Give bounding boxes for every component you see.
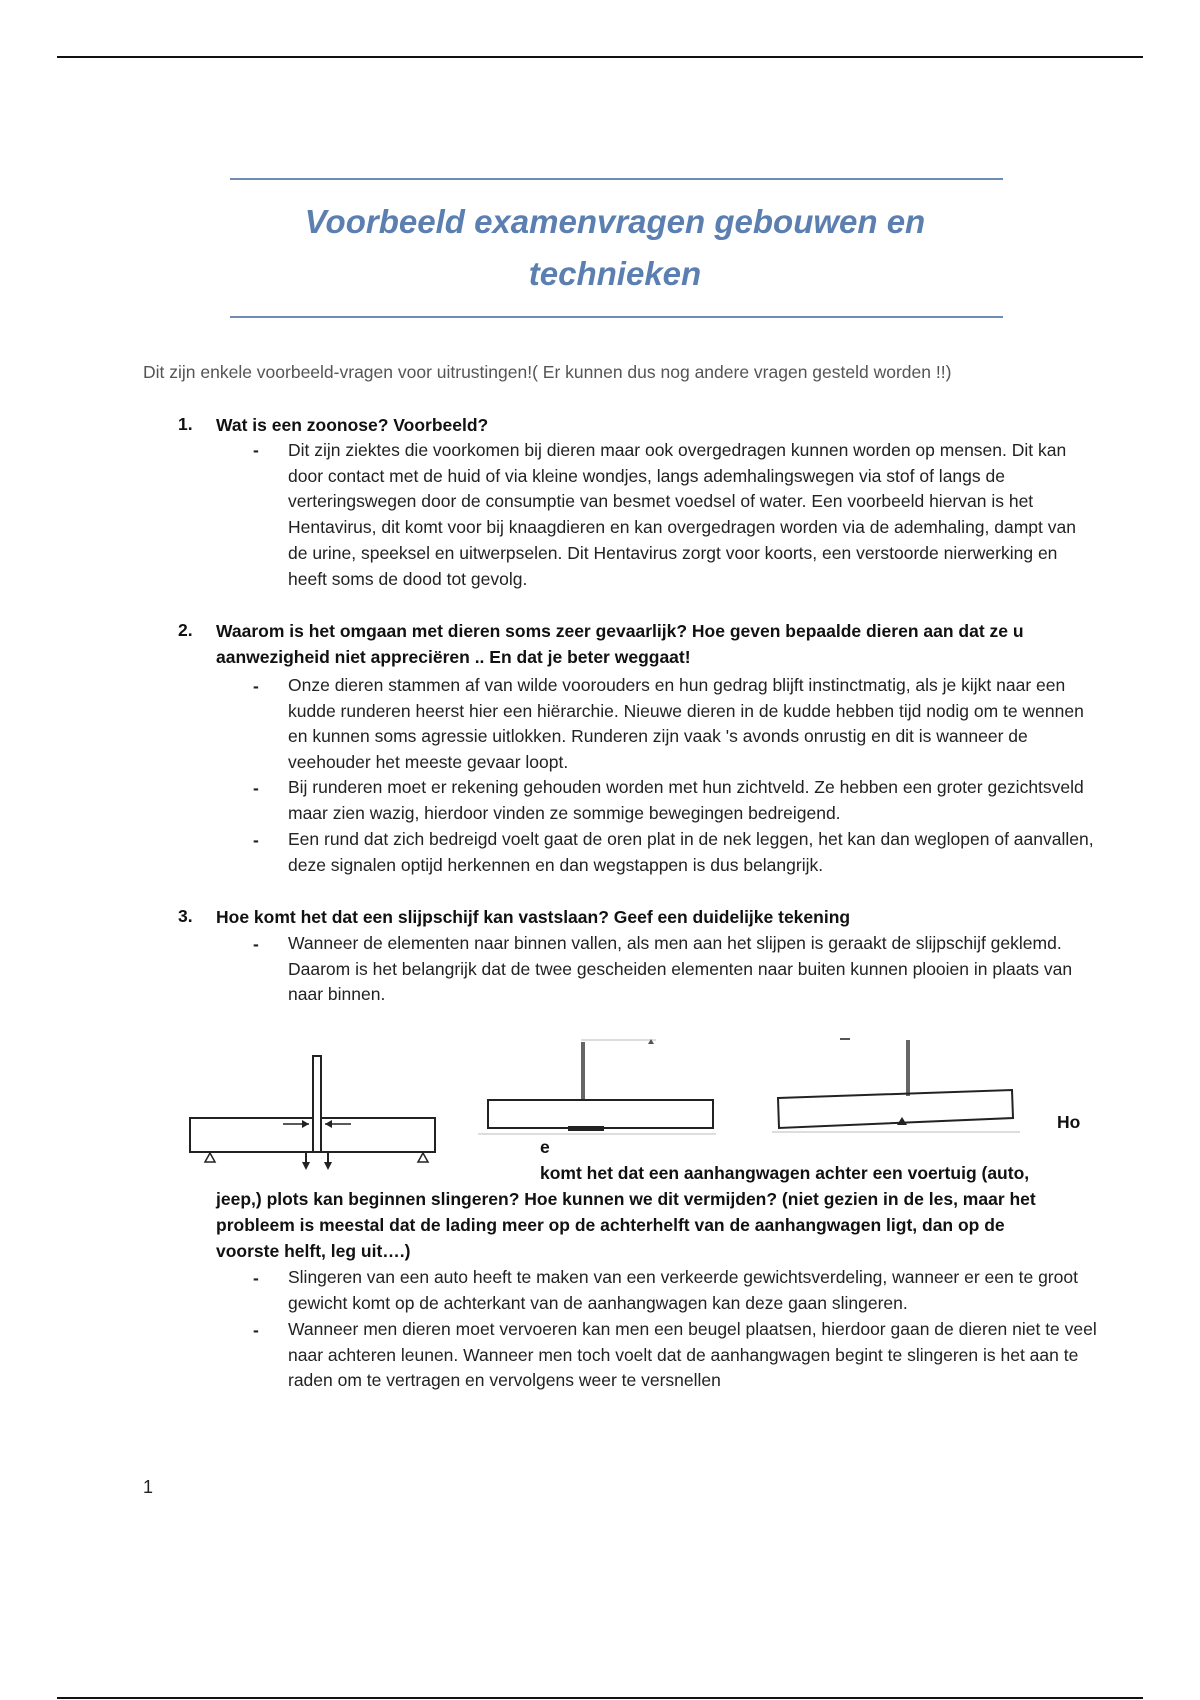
question-4-answer-1: Slingeren van een auto heeft te maken van een verkeerde gewichtsverdeling, wanneer er een te groot gewicht komt op de achterkant van de aanhangwagen kan deze gaan slingeren. — [288, 1267, 1078, 1313]
question-4-line-4: voorste helft, leg uit….) — [216, 1241, 411, 1261]
question-3-answer-1: Wanneer de elementen naar binnen vallen, als men aan het slijpen is geraakt de slijpschijf geklemd. Daarom is het belangrijk dat de twee gescheiden elementen naar buiten kunnen plooien in plaats van naar binnen. — [288, 933, 1073, 1005]
question-4-fragment-2: e — [540, 1137, 550, 1157]
question-2-text — [216, 618, 1096, 670]
question-1-text: Wat is een zoonose? Voorbeeld? — [216, 415, 489, 435]
bullet-marker: - — [253, 934, 259, 954]
question-3-text: Hoe komt het dat een slijpschijf kan vastslaan? Geef een duidelijke tekening — [216, 907, 851, 927]
bullet-marker: - — [253, 440, 259, 460]
question-2-number: 2. — [178, 620, 193, 640]
top-page-rule — [57, 56, 1143, 58]
bullet-marker: - — [253, 1268, 259, 1288]
question-4-line-3: probleem is meestal dat de lading meer op de achterhelft van de aanhangwagen ligt, dan op de — [216, 1215, 1005, 1235]
question-2-answer-3: Een rund dat zich bedreigd voelt gaat de oren plat in de nek leggen, het kan dan weglopen of aanvallen, deze signalen optijd herkennen en dan wegstappen is dus belangrijk. — [288, 829, 1094, 875]
bullet-marker: - — [253, 676, 259, 696]
page-title-line-2: technieken — [528, 255, 702, 292]
question-1-answer-1: Dit zijn ziektes die voorkomen bij dieren maar ook overgedragen kunnen worden op mensen. Dit kan door contact met de huid of via kleine wondjes, langs ademhalingswegen via stof of langs de verteringswegen door de consumptie van besmet voedsel of water. Een voorbeeld hiervan is het Hentavirus, dit komt voor bij knaagdieren en kan overgedragen worden via de ademhaling, dampt van de urine, speeksel en uitwerpselen. Dit Hentavirus zorgt voor koorts, een verstoorde nierwerking en heeft soms de dood tot gevolg. — [288, 440, 1076, 589]
question-4-fragment-1: Ho — [1057, 1112, 1081, 1132]
figure-grinding-disc-beam-flat — [476, 1038, 726, 1138]
figure-grinding-disc-pinched — [185, 1052, 445, 1172]
question-4-answer-2: Wanneer men dieren moet vervoeren kan men een beugel plaatsen, hierdoor gaan de dieren niet te veel naar achteren leunen. Wanneer men toch voelt dat de aanhangwagen begint te slingeren is het aan te raden om te vertragen en vervolgens weer te versnellen — [288, 1319, 1097, 1391]
question-4-line-1: komt het dat een aanhangwagen achter een voertuig (auto, — [540, 1163, 1030, 1183]
figure-grinding-disc-beam-tilted — [770, 1036, 1030, 1136]
question-4-text — [216, 1160, 1096, 1264]
bullet-marker: - — [253, 778, 259, 798]
bottom-page-rule — [57, 1697, 1143, 1699]
question-3-number: 3. — [178, 906, 193, 926]
question-4-line-2: jeep,) plots kan beginnen slingeren? Hoe kunnen we dit vermijden? (niet gezien in de les, maar het — [216, 1189, 1036, 1209]
bullet-marker: - — [253, 830, 259, 850]
question-2-answer-1: Onze dieren stammen af van wilde voorouders en hun gedrag blijft instinctmatig, als je kijkt naar een kudde runderen heerst hier een hiërarchie. Nieuwe dieren in de kudde hebben tijd nodig om te wennen en kunnen soms agressie uitlokken. Runderen zijn vaak 's avonds onrustig en dit is wanneer de veehouder het meeste gevaar loopt. — [288, 675, 1084, 773]
question-2-line-1: Waarom is het omgaan met dieren soms zeer gevaarlijk? Hoe geven bepaalde dieren aan dat ze u — [216, 621, 1024, 641]
page-title — [230, 196, 1000, 300]
intro-text: Dit zijn enkele voorbeeld-vragen voor uitrustingen!( Er kunnen dus nog andere vragen gesteld worden !!) — [143, 362, 952, 382]
title-top-rule — [230, 178, 1003, 180]
question-1-number: 1. — [178, 414, 193, 434]
question-2-answer-2: Bij runderen moet er rekening gehouden worden met hun zichtveld. Ze hebben een groter gezichtsveld maar zien wazig, hierdoor vinden ze sommige bewegingen bedreigend. — [288, 777, 1084, 823]
question-2-line-2: aanwezigheid niet appreciëren .. En dat je beter weggaat! — [216, 647, 691, 667]
page-title-line-1: Voorbeeld examenvragen gebouwen en — [304, 203, 926, 240]
bullet-marker: - — [253, 1320, 259, 1340]
title-bottom-rule — [230, 316, 1003, 318]
page-number: 1 — [143, 1477, 154, 1497]
